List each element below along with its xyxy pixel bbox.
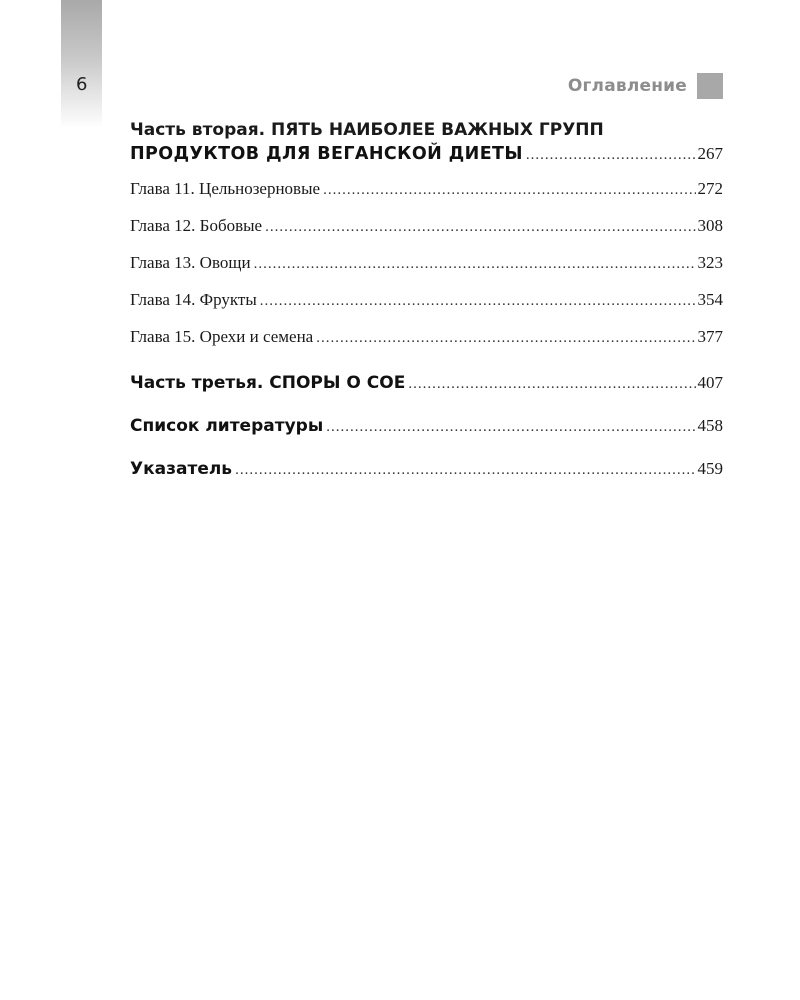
- index-label: Указатель: [130, 459, 233, 479]
- running-head-marker: [697, 73, 723, 99]
- chapter-page: 323: [697, 253, 723, 272]
- part-three-heading: [130, 373, 405, 393]
- dot-leader: [265, 219, 695, 236]
- part-three-page: 407: [697, 373, 723, 392]
- chapter-page: 272: [697, 179, 723, 198]
- dot-leader: [260, 293, 696, 310]
- chapter-page: 377: [697, 327, 723, 346]
- running-head: [568, 73, 723, 99]
- toc-entry-part-three[interactable]: [130, 373, 723, 397]
- part-two-prefix: Часть вторая.: [130, 120, 266, 140]
- page-number: 6: [76, 74, 88, 95]
- toc-entry-chapter-15[interactable]: [130, 327, 723, 351]
- chapter-label: Глава 12. Бобовые: [130, 216, 263, 235]
- toc-entry-chapter-12[interactable]: [130, 216, 723, 240]
- part-two-title-line-2: ПРОДУКТОВ ДЛЯ ВЕГАНСКОЙ ДИЕТЫ: [130, 144, 523, 164]
- toc-entry-chapter-11[interactable]: [130, 179, 723, 203]
- part-two-heading-line-2: [130, 142, 723, 167]
- dot-leader: [235, 462, 695, 479]
- table-of-contents: [130, 118, 723, 483]
- bibliography-page: 458: [697, 416, 723, 435]
- dot-leader: [526, 143, 696, 167]
- dot-leader: [326, 419, 695, 436]
- dot-leader: [323, 182, 695, 199]
- running-head-title: Оглавление: [567, 76, 687, 96]
- page-edge-tab: [61, 0, 102, 128]
- part-two-title-line-1: ПЯТЬ НАИБОЛЕЕ ВАЖНЫХ ГРУПП: [271, 120, 604, 140]
- part-two-heading-line-1: [130, 118, 723, 142]
- part-two-page: 267: [697, 144, 723, 163]
- dot-leader: [408, 376, 695, 393]
- toc-entry-part-two[interactable]: [130, 118, 723, 167]
- chapter-label: Глава 15. Орехи и семена: [130, 327, 314, 346]
- toc-entry-chapter-14[interactable]: [130, 290, 723, 314]
- chapter-label: Глава 11. Цельнозерновые: [130, 179, 321, 198]
- toc-entry-chapter-13[interactable]: [130, 253, 723, 277]
- part-three-prefix: Часть третья.: [130, 373, 264, 393]
- toc-entry-bibliography[interactable]: [130, 416, 723, 440]
- chapter-page: 308: [697, 216, 723, 235]
- part-three-title: СПОРЫ О СОЕ: [269, 373, 406, 393]
- toc-entry-index[interactable]: [130, 459, 723, 483]
- bibliography-label: Список литературы: [130, 416, 324, 436]
- chapter-page: 354: [697, 290, 723, 309]
- index-page: 459: [697, 459, 723, 478]
- chapter-label: Глава 13. Овощи: [130, 253, 251, 272]
- dot-leader: [254, 256, 696, 273]
- dot-leader: [316, 330, 695, 347]
- chapter-label: Глава 14. Фрукты: [130, 290, 257, 309]
